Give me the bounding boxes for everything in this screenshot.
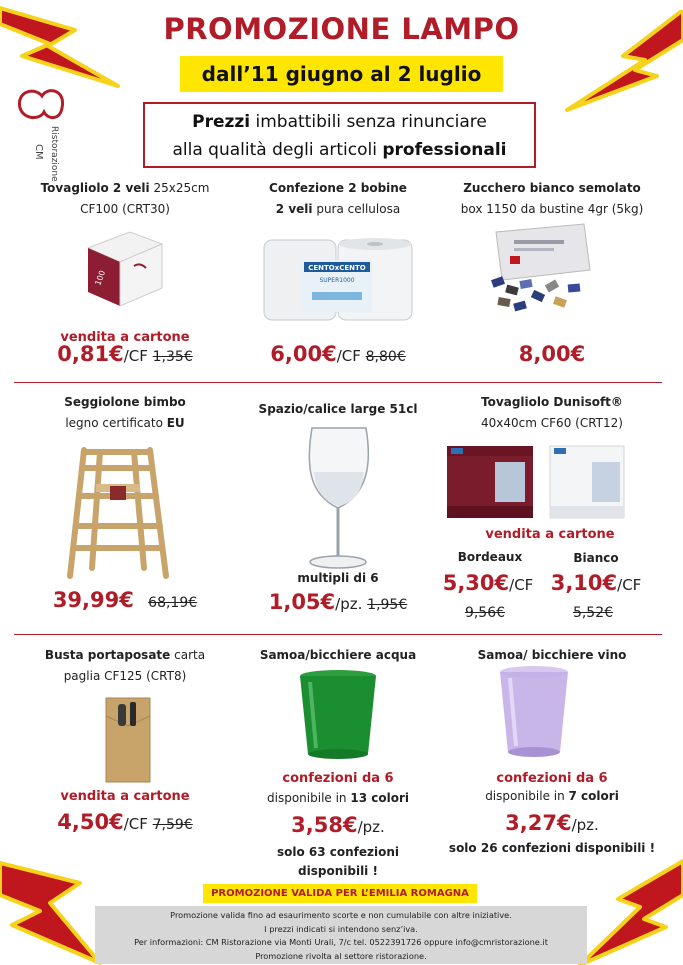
row-divider [14,382,662,383]
napkin-bianco-image [548,444,626,520]
old-price-bianco: 5,52€ [572,605,614,621]
price-bobine: 6,00€/CF 8,80€ [270,342,406,366]
footer-line: Promozione rivolta al settore ristorazione. [255,950,427,961]
sale-label: vendita a cartone [60,330,190,345]
product-title-acqua: Samoa/bicchiere acqua [259,648,417,662]
stock-vino: solo 26 confezioni disponibili ! [448,841,656,855]
price-tovagliolo: 0,81€/CF 1,35€ [57,342,193,366]
promo-dates: dall’11 giugno al 2 luglio [180,56,503,92]
price-vino: 3,27€/pz. [505,811,599,835]
pack-label: confezioni da 6 [282,771,394,786]
price-bianco: 3,10€/CF [550,571,642,595]
cutlery-envelope-image [104,696,152,784]
high-chair-image [60,440,175,580]
napkin-bordeaux-image [445,444,535,520]
variant-bordeaux-label: Bordeaux [457,550,523,564]
slogan-bold-1: Prezzi [192,112,251,132]
price-seggiolone: 39,99€ 68,19€ [52,588,198,612]
slogan-text-2: alla qualità degli articoli [172,140,383,160]
product-title-zucchero: Zucchero bianco semolato box 1150 da bustine 4gr (5kg) [460,181,644,216]
old-price-bordeaux: 9,56€ [464,605,506,621]
footer-line: Promozione valida fino ad esaurimento scorte e non cumulabile con altre iniziative. [170,910,512,920]
multiples-note: multipli di 6 [297,571,379,585]
footer-line: Per informazioni: CM Ristorazione via Monti Urali, 7/c tel. 0522391726 oppure info@cmristorazione.it [134,937,548,947]
sale-label: vendita a cartone [60,789,190,804]
availability-vino: disponibile in 7 colori [485,789,619,803]
slogan-text-1: imbattibili senza rinunciare [250,112,487,132]
green-glass-image [296,668,380,764]
paper-rolls-image [258,234,418,324]
region-banner: PROMOZIONE VALIDA PER L’EMILIA ROMAGNA [203,884,477,903]
product-title-dunisoft: Tovagliolo Dunisoft® 40x40cm CF60 (CRT12) [481,395,623,430]
svg-text:CENTOxCENTO: CENTOxCENTO [308,264,366,272]
product-title-busta: Busta portaposate carta paglia CF125 (CRT8) [44,648,206,683]
logo-initials: CM [33,144,44,160]
product-title-bobine: Confezione 2 bobine 2 veli pura cellulosa [269,181,407,216]
price-bordeaux: 5,30€/CF [442,571,534,595]
slogan-bold-2: professionali [382,140,507,160]
cm-ristorazione-logo [14,86,72,186]
page-title: PROMOZIONE LAMPO [163,12,520,46]
variant-bianco-label: Bianco [573,551,619,565]
slogan-box [143,102,536,168]
lightning-bolt-icon [578,855,683,965]
wine-glass-image [300,424,380,572]
product-title-calice: Spazio/calice large 51cl [258,402,418,416]
stock-acqua-2: disponibili ! [298,864,378,878]
napkin-pack-image [82,226,167,311]
footer-disclaimer [95,906,587,964]
availability-acqua: disponibile in 13 colori [267,791,409,805]
product-title-seggiolone: Seggiolone bimbo legno certificato EU [64,395,186,430]
pack-label: confezioni da 6 [496,771,608,786]
price-zucchero: 8,00€ [518,342,586,366]
svg-text:SUPER1000: SUPER1000 [319,277,355,284]
logo-brand: Ristorazione [49,126,59,182]
product-title-vino: Samoa/ bicchiere vino [477,648,627,662]
purple-glass-image [496,664,572,764]
price-busta: 4,50€/CF 7,59€ [57,810,193,834]
sale-label: vendita a cartone [485,527,615,542]
price-acqua: 3,58€/pz. [291,813,385,837]
lightning-bolt-icon [0,845,105,965]
stock-acqua: solo 63 confezioni [276,845,400,859]
footer-line: I prezzi indicati si intendono senz’iva. [264,923,418,934]
sugar-box-image [484,222,594,318]
svg-text:100: 100 [93,269,108,287]
product-title-tovagliolo: Tovagliolo 2 veli 25x25cm CF100 (CRT30) [40,181,210,216]
row-divider [14,634,662,635]
price-calice: 1,05€/pz. 1,95€ [268,590,408,614]
